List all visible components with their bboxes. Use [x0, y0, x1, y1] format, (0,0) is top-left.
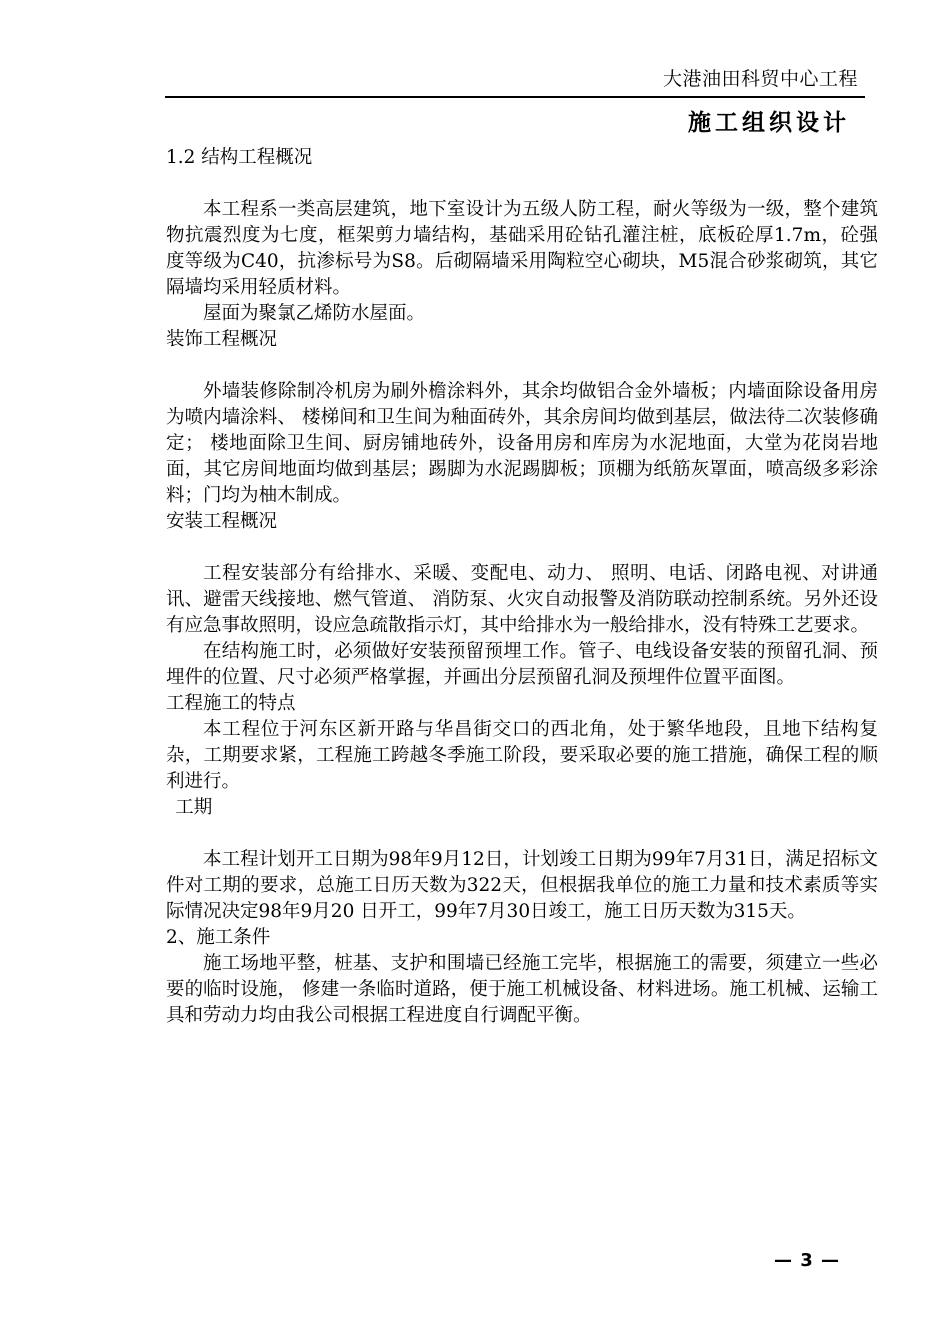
paragraph: 屋面为聚氯乙烯防水屋面。 — [203, 303, 426, 324]
spacer — [166, 821, 878, 847]
spacer — [166, 353, 878, 379]
paragraph: 工程安装部分有给排水、采暖、变配电、动力、 照明、电话、闭路电视、对讲通讯、避雷天线接地、燃气管道、 消防泵、火灾自动报警及消防联动控制系统。另外还设有应急事故照明，设应急疏散指示灯，其中给排水为一般给排水，没有特殊工艺要求。 — [166, 563, 878, 636]
paragraph: 施工场地平整，桩基、支护和围墙已经施工完毕，根据施工的需要，须建立一些必要的临时设施， 修建一条临时道路，便于施工机械设备、材料进场。施工机械、运输工具和劳动力均由我公司根据工程进度自行调配平衡。 — [166, 953, 878, 1026]
section-heading: 1.2 结构工程概况 — [166, 147, 313, 168]
spacer — [166, 535, 878, 561]
section-heading: 工期 — [175, 797, 213, 818]
paragraph: 外墙装修除制冷机房为刷外檐涂料外，其余均做铝合金外墙板；内墙面除设备用房为喷内墙涂料、 楼梯间和卫生间为釉面砖外，其余房间均做到基层，做法待二次装修确定； 楼地面除卫生间、厨房铺地砖外，设备用房和库房为水泥地面，大堂为花岗岩地面，其它房间地面均做到基层；踢脚为水泥踢脚板；顶棚为纸筋灰罩面，喷高级多彩涂料；门均为柚木制成。 — [166, 381, 878, 506]
page-header-project: 大港油田科贸中心工程 — [662, 68, 858, 90]
page-number: — 3 — — [773, 1250, 840, 1271]
spacer — [166, 171, 878, 197]
section-heading: 装饰工程概况 — [166, 329, 278, 350]
section-heading: 2、施工条件 — [166, 927, 271, 948]
section-heading: 工程施工的特点 — [166, 693, 296, 714]
paragraph: 本工程计划开工日期为98年9月12日，计划竣工日期为99年7月31日，满足招标文件对工期的要求，总施工日历天数为322天，但根据我单位的施工力量和技术素质等实际情况决定98年9月20 日开工，99年7月30日竣工，施工日历天数为315天。 — [166, 849, 878, 922]
section-heading: 安装工程概况 — [166, 511, 278, 532]
body-text — [166, 145, 878, 1029]
paragraph: 本工程位于河东区新开路与华昌街交口的西北角，处于繁华地段，且地下结构复杂，工期要求紧，工程施工跨越冬季施工阶段，要采取必要的施工措施，确保工程的顺利进行。 — [166, 719, 878, 792]
document-title: 施工组织设计 — [688, 110, 850, 136]
paragraph: 在结构施工时，必须做好安装预留预埋工作。管子、电线设备安装的预留孔洞、预埋件的位置、尺寸必须严格掌握，并画出分层预留孔洞及预埋件位置平面图。 — [166, 641, 878, 688]
paragraph: 本工程系一类高层建筑，地下室设计为五级人防工程，耐火等级为一级，整个建筑物抗震烈度为七度，框架剪力墙结构，基础采用砼钻孔灌注桩，底板砼厚1.7m，砼强度等级为C40，抗渗标号为S8。后砌隔墙采用陶粒空心砌块，M5混合砂浆砌筑，其它隔墙均采用轻质材料。 — [166, 199, 878, 298]
header-rule — [165, 96, 865, 98]
